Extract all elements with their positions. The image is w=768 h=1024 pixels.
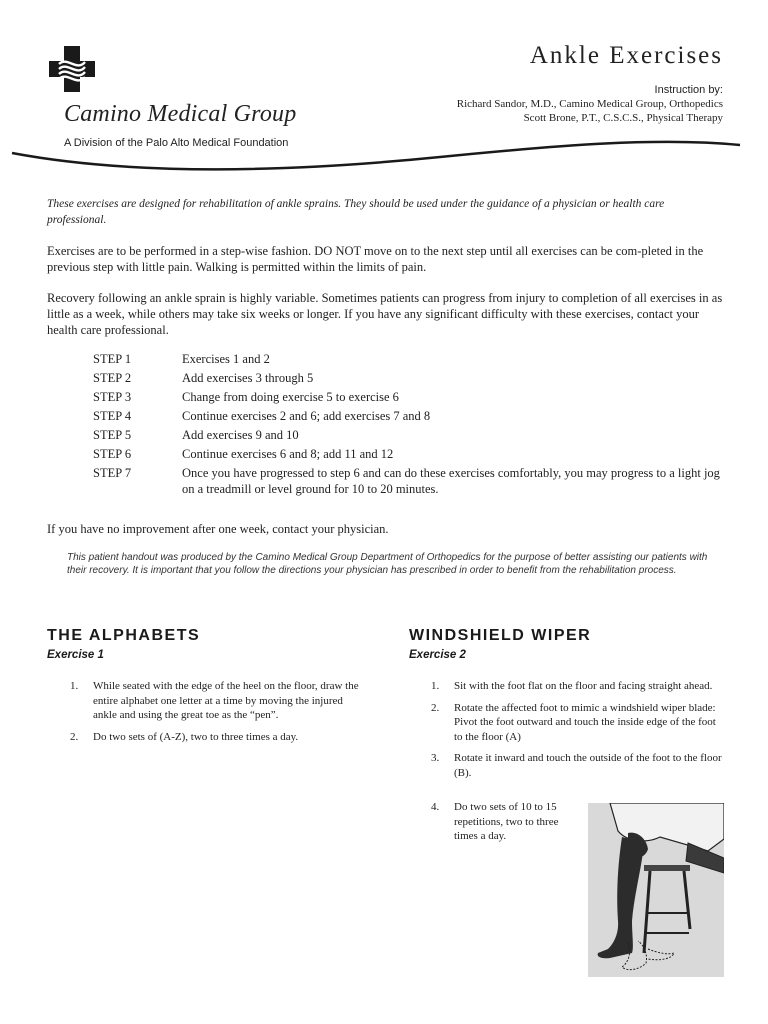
- exercise-subtitle: Exercise 2: [409, 649, 466, 661]
- list-number: 4.: [431, 801, 440, 813]
- step-row: [93, 370, 725, 386]
- list-number: 2.: [431, 701, 440, 714]
- list-text: While seated with the edge of the heel on the floor, draw the entire alphabet one letter at a time by moving the injured ankle and using the great toe as the “pen”.: [93, 680, 359, 721]
- list-item: [431, 800, 583, 844]
- step-text: Add exercises 3 through 5: [182, 371, 314, 385]
- intro-text: These exercises are designed for rehabilitation of ankle sprains. They should be used under the guidance of a physician or health care professional.: [47, 198, 665, 226]
- header-divider-wave: [0, 135, 768, 175]
- list-text: Rotate it inward and touch the outside of the foot to the floor (B).: [454, 752, 722, 779]
- paragraph: Exercises are to be performed in a step-wise fashion. DO NOT move on to the next step until all exercises can be com-pleted in the previous step with little pain. Walking is permitted within the limits of pain.: [47, 244, 704, 274]
- author-line: Richard Sandor, M.D., Camino Medical Group, Orthopedics: [456, 98, 723, 110]
- step-row: [93, 351, 725, 367]
- list-item: [431, 701, 724, 745]
- exercise-subtitle: Exercise 1: [47, 649, 104, 661]
- seated-leg-illustration: [588, 803, 724, 977]
- step-text: Continue exercises 2 and 6; add exercises 7 and 8: [182, 409, 431, 423]
- exercise-steps-continued: [431, 800, 583, 851]
- steps-list: [93, 351, 725, 500]
- list-number: 1.: [431, 680, 440, 692]
- list-item: [70, 679, 360, 723]
- step-text: Once you have progressed to step 6 and can do these exercises comfortably, you may progress to a light jog on a treadmill or level ground for 10 to 20 minutes.: [182, 466, 720, 496]
- list-text: Do two sets of (A-Z), two to three times a day.: [93, 730, 299, 743]
- paragraph: If you have no improvement after one week, contact your physician.: [47, 522, 389, 536]
- list-text: Rotate the affected foot to mimic a windshield wiper blade: Pivot the foot outward and touch the inside edge of the foot to the floor (A): [454, 701, 716, 743]
- paragraph: Recovery following an ankle sprain is highly variable. Sometimes patients can progress from injury to completion of all exercises in as little as a week, while others may take six weeks or longer. If you have any significant difficulty with these exercises, contact your health care professional.: [47, 291, 723, 337]
- exercise-steps: [70, 679, 360, 751]
- step-label: STEP 1: [93, 352, 132, 366]
- document-title: Ankle Exercises: [529, 42, 723, 69]
- step-text: Continue exercises 6 and 8; add 11 and 12: [182, 447, 394, 461]
- exercise-title: WINDSHIELD WIPER: [409, 627, 592, 644]
- author-line: Scott Brone, P.T., C.S.C.S., Physical Therapy: [523, 112, 723, 124]
- list-item: [431, 679, 724, 694]
- step-row: [93, 446, 725, 462]
- step-label: STEP 5: [93, 428, 132, 442]
- step-label: STEP 6: [93, 447, 132, 461]
- exercise-title: THE ALPHABETS: [47, 627, 201, 644]
- step-row: [93, 389, 725, 405]
- org-division: A Division of the Palo Alto Medical Foundation: [64, 137, 289, 149]
- exercise-steps: [431, 679, 724, 787]
- org-name: Camino Medical Group: [64, 101, 297, 127]
- list-number: 2.: [70, 730, 79, 743]
- step-label: STEP 3: [93, 390, 132, 404]
- step-row: [93, 427, 725, 443]
- step-label: STEP 7: [93, 466, 132, 480]
- instruction-block: [457, 83, 723, 125]
- list-text: Do two sets of 10 to 15 repetitions, two to three times a day.: [454, 801, 559, 842]
- list-item: [70, 730, 360, 745]
- step-label: STEP 4: [93, 409, 132, 423]
- list-number: 1.: [70, 680, 79, 692]
- list-number: 3.: [431, 752, 440, 764]
- step-label: STEP 2: [93, 371, 132, 385]
- camino-logo-icon: [49, 46, 95, 92]
- list-text: Sit with the foot flat on the floor and facing straight ahead.: [454, 680, 713, 692]
- instruction-label: Instruction by:: [654, 84, 723, 96]
- step-row: [93, 465, 725, 497]
- step-text: Exercises 1 and 2: [182, 352, 270, 366]
- handout-note: This patient handout was produced by the Camino Medical Group Department of Orthopedics for the purpose of better assisting our patients with their recovery. It is important that you follow the directions your physician has prescribed in order to benefit from the rehabilitation process.: [67, 552, 708, 576]
- step-row: [93, 408, 725, 424]
- list-item: [431, 751, 724, 780]
- step-text: Add exercises 9 and 10: [182, 428, 299, 442]
- step-text: Change from doing exercise 5 to exercise 6: [182, 390, 399, 404]
